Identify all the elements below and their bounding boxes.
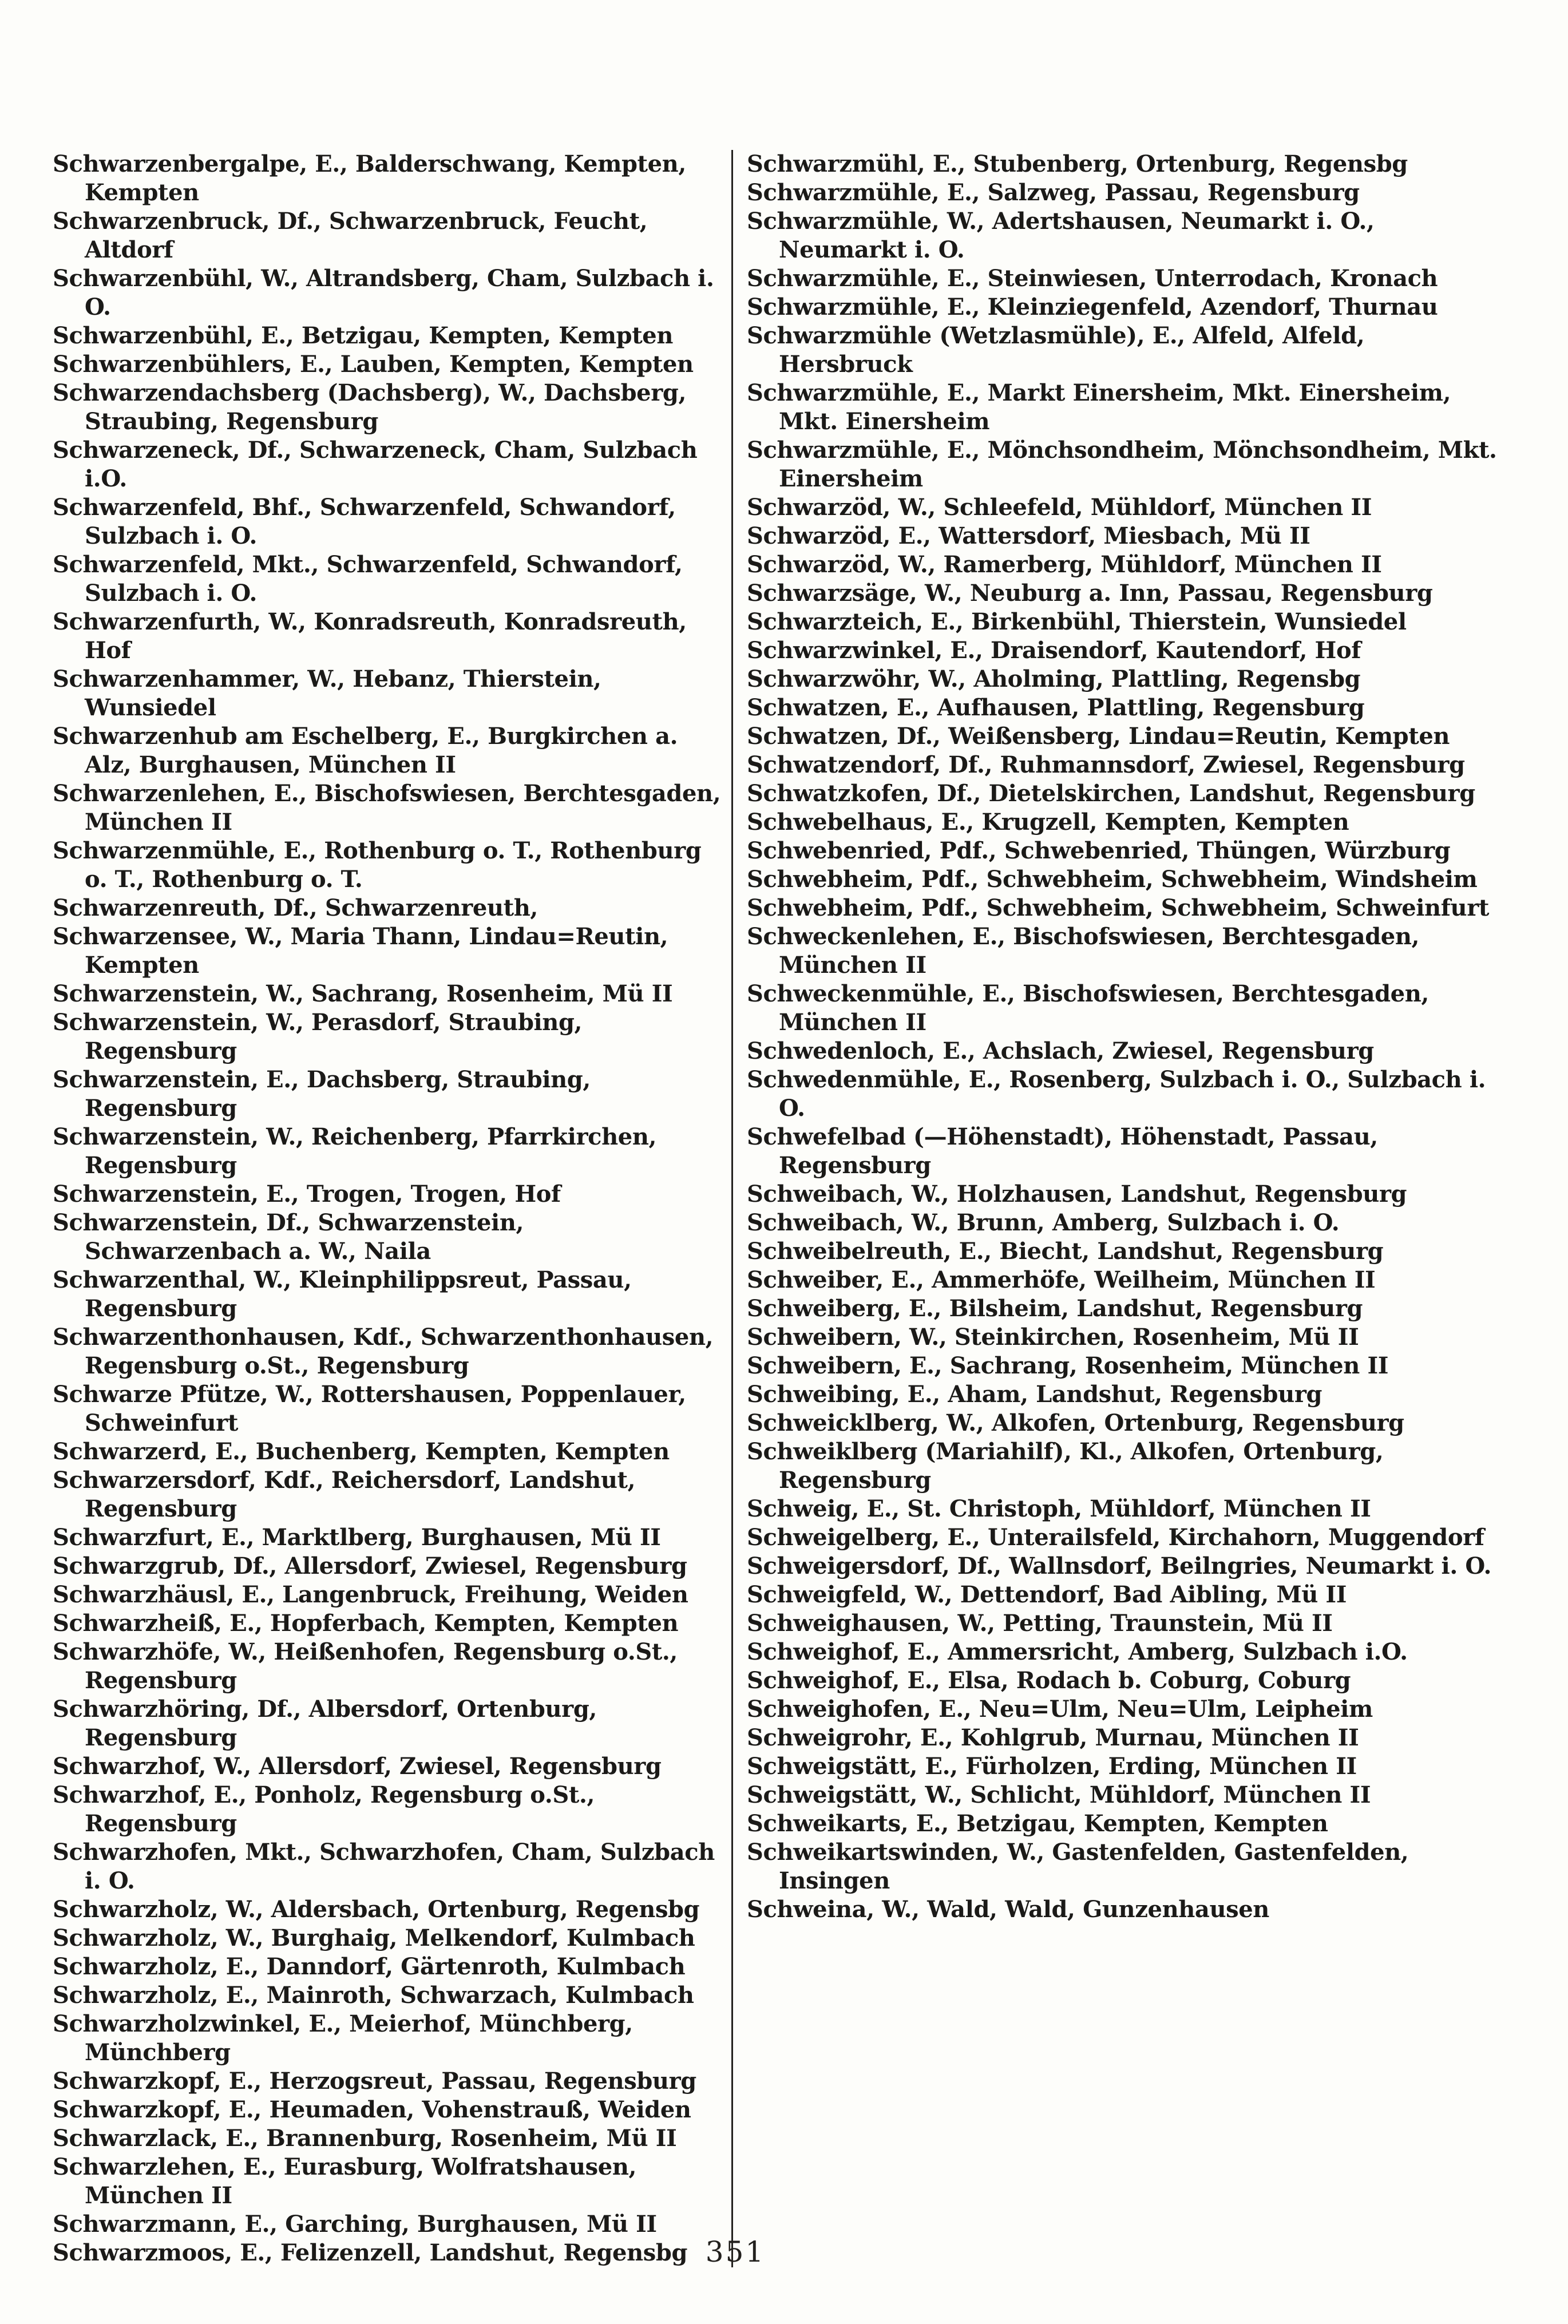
gazetteer-entry: Schweibach, W., Brunn, Amberg, Sulzbach i. O. — [747, 1209, 1340, 1236]
gazetteer-entry: Schwarzlehen, E., Eurasburg, Wolfratshausen, München II — [53, 2153, 637, 2209]
gazetteer-entry: Schwarzenreuth, Df., Schwarzenreuth, — [53, 894, 538, 921]
gazetteer-entry: Schwarzenbühlers, E., Lauben, Kempten, Kempten — [53, 351, 694, 378]
gazetteer-entry: Schweigersdorf, Df., Wallnsdorf, Beilngries, Neumarkt i. O. — [747, 1553, 1492, 1579]
gazetteer-entry: Schweina, W., Wald, Wald, Gunzenhausen — [747, 1896, 1269, 1923]
gazetteer-entry: Schwarzwöhr, W., Aholming, Plattling, Regensbg — [747, 666, 1361, 692]
gazetteer-entry: Schwarzkopf, E., Heumaden, Vohenstrauß, Weiden — [53, 2096, 691, 2123]
gazetteer-entry: Schwarzmühle (Wetzlasmühle), E., Alfeld, Alfeld, Hersbruck — [747, 322, 1365, 378]
gazetteer-entry: Schweighausen, W., Petting, Traunstein, Mü II — [747, 1610, 1333, 1637]
gazetteer-entry: Schwarzersdorf, Kdf., Reichersdorf, Landshut, Regensburg — [53, 1467, 636, 1522]
gazetteer-entry: Schwatzen, Df., Weißensberg, Lindau=Reutin, Kempten — [747, 723, 1450, 750]
gazetteer-entry: Schwarzmühle, W., Adertshausen, Neumarkt i. O., Neumarkt i. O. — [747, 208, 1375, 263]
gazetteer-entry: Schwarzhofen, Mkt., Schwarzhofen, Cham, Sulzbach i. O. — [53, 1839, 715, 1894]
gazetteer-entry: Schwatzen, E., Aufhausen, Plattling, Regensburg — [747, 694, 1365, 721]
gazetteer-entry: Schweibelreuth, E., Biecht, Landshut, Regensburg — [747, 1238, 1384, 1265]
gazetteer-entry: Schwarzholz, E., Danndorf, Gärtenroth, Kulmbach — [53, 1953, 686, 1980]
gazetteer-entry: Schwarzmann, E., Garching, Burghausen, Mü II — [53, 2211, 657, 2238]
gazetteer-entry: Schweibach, W., Holzhausen, Landshut, Regensburg — [747, 1181, 1407, 1207]
gazetteer-entry: Schweikartswinden, W., Gastenfelden, Gastenfelden, Insingen — [747, 1839, 1409, 1894]
right-column — [733, 150, 1505, 2267]
gazetteer-entry: Schwarzenthal, W., Kleinphilippsreut, Passau, Regensburg — [53, 1266, 632, 1322]
gazetteer-entry: Schwarzlack, E., Brannenburg, Rosenheim, Mü II — [53, 2125, 677, 2152]
gazetteer-entry: Schweckenlehen, E., Bischofswiesen, Berchtesgaden, München II — [747, 923, 1420, 979]
gazetteer-entry: Schwarzenfurth, W., Konradsreuth, Konradsreuth, Hof — [53, 608, 687, 664]
gazetteer-entry: Schwarzöd, W., Schleefeld, Mühldorf, München II — [747, 494, 1372, 521]
gazetteer-entry: Schwarzhöring, Df., Albersdorf, Ortenburg, Regensburg — [53, 1696, 597, 1751]
gazetteer-entry: Schwarzgrub, Df., Allersdorf, Zwiesel, Regensburg — [53, 1553, 687, 1579]
gazetteer-entry: Schwarzöd, E., Wattersdorf, Miesbach, Mü II — [747, 522, 1310, 549]
gazetteer-entry: Schwarzkopf, E., Herzogsreut, Passau, Regensburg — [53, 2068, 696, 2095]
gazetteer-entry: Schwarzenbruck, Df., Schwarzenbruck, Feucht, Altdorf — [53, 208, 648, 263]
gazetteer-entry: Schwefelbad (—Höhenstadt), Höhenstadt, Passau, Regensburg — [747, 1123, 1378, 1179]
gazetteer-entry: Schweiklberg (Mariahilf), Kl., Alkofen, Ortenburg, Regensburg — [747, 1438, 1384, 1494]
gazetteer-entry: Schwarzholz, E., Mainroth, Schwarzach, Kulmbach — [53, 1982, 694, 2009]
gazetteer-entry: Schwarzteich, E., Birkenbühl, Thierstein, Wunsiedel — [747, 608, 1407, 635]
gazetteer-entry: Schweiber, E., Ammerhöfe, Weilheim, München II — [747, 1266, 1376, 1293]
gazetteer-entry: Schwarzeneck, Df., Schwarzeneck, Cham, Sulzbach i.O. — [53, 437, 698, 492]
gazetteer-entry: Schweicklberg, W., Alkofen, Ortenburg, Regensburg — [747, 1410, 1404, 1436]
gazetteer-entry: Schwebheim, Pdf., Schwebheim, Schwebheim, Schweinfurt — [747, 894, 1489, 921]
gazetteer-entry: Schwarzenbergalpe, E., Balderschwang, Kempten, Kempten — [53, 151, 686, 206]
gazetteer-entry: Schwarzenmühle, E., Rothenburg o. T., Rothenburg o. T., Rothenburg o. T. — [53, 837, 702, 893]
gazetteer-entry: Schwarzmühle, E., Mönchsondheim, Mönchsondheim, Mkt. Einersheim — [747, 437, 1497, 492]
gazetteer-entry: Schwarzenstein, W., Sachrang, Rosenheim, Mü II — [53, 980, 673, 1007]
gazetteer-entry: Schweigelberg, E., Unterailsfeld, Kirchahorn, Muggendorf — [747, 1524, 1484, 1551]
gazetteer-entry: Schwarzholzwinkel, E., Meierhof, Münchberg, Münchberg — [53, 2010, 633, 2066]
gazetteer-entry: Schwarzenbühl, W., Altrandsberg, Cham, Sulzbach i. O. — [53, 265, 714, 320]
gazetteer-entry: Schwarzholz, W., Aldersbach, Ortenburg, Regensbg — [53, 1896, 700, 1923]
gazetteer-entry: Schweikarts, E., Betzigau, Kempten, Kempten — [747, 1810, 1328, 1837]
gazetteer-entry: Schwarzhöfe, W., Heißenhofen, Regensburg o.St., Regensburg — [53, 1638, 678, 1694]
gazetteer-entry: Schwarzhof, E., Ponholz, Regensburg o.St., Regensburg — [53, 1781, 595, 1837]
gazetteer-entry: Schweigstätt, W., Schlicht, Mühldorf, München II — [747, 1781, 1371, 1808]
gazetteer-entry: Schwarzenhammer, W., Hebanz, Thierstein, Wunsiedel — [53, 666, 601, 721]
gazetteer-entry: Schwedenloch, E., Achslach, Zwiesel, Regensburg — [747, 1038, 1374, 1064]
gazetteer-entry: Schwarzöd, W., Ramerberg, Mühldorf, München II — [747, 551, 1382, 578]
gazetteer-entry: Schwarzsäge, W., Neuburg a. Inn, Passau, Regensburg — [747, 580, 1433, 607]
gazetteer-entry: Schwarzenthonhausen, Kdf., Schwarzenthonhausen, Regensburg o.St., Regensburg — [53, 1324, 714, 1379]
gazetteer-entry: Schweibing, E., Aham, Landshut, Regensburg — [747, 1381, 1322, 1408]
gazetteer-entry: Schwarzenstein, E., Trogen, Trogen, Hof — [53, 1181, 561, 1207]
gazetteer-entry: Schwarzmühle, E., Steinwiesen, Unterrodach, Kronach — [747, 265, 1438, 292]
gazetteer-entry: Schwarzenstein, W., Reichenberg, Pfarrkirchen, Regensburg — [53, 1123, 657, 1179]
gazetteer-entry: Schwarzenstein, Df., Schwarzenstein, Schwarzenbach a. W., Naila — [53, 1209, 524, 1265]
gazetteer-entry: Schwarzendachsberg (Dachsberg), W., Dachsberg, Straubing, Regensburg — [53, 379, 686, 435]
gazetteer-entry: Schwarzmoos, E., Felizenzell, Landshut, Regensbg — [53, 2239, 688, 2266]
gazetteer-entry: Schweigrohr, E., Kohlgrub, Murnau, München II — [747, 1724, 1359, 1751]
page-number: 351 — [705, 2235, 766, 2268]
gazetteer-entry: Schwarzmühl, E., Stubenberg, Ortenburg, Regensbg — [747, 151, 1408, 177]
gazetteer-entry: Schwebheim, Pdf., Schwebheim, Schwebheim, Windsheim — [747, 866, 1478, 893]
gazetteer-entry: Schweighof, E., Ammersricht, Amberg, Sulzbach i.O. — [747, 1638, 1408, 1665]
gazetteer-entry: Schwarzmühle, E., Kleinziegenfeld, Azendorf, Thurnau — [747, 294, 1438, 320]
gazetteer-entry: Schweckenmühle, E., Bischofswiesen, Berchtesgaden, München II — [747, 980, 1429, 1036]
gazetteer-entry: Schwarzmühle, E., Markt Einersheim, Mkt. Einersheim, Mkt. Einersheim — [747, 379, 1451, 435]
gazetteer-entry: Schwatzendorf, Df., Ruhmannsdorf, Zwiesel, Regensburg — [747, 751, 1465, 778]
gazetteer-entry: Schweigstätt, E., Fürholzen, Erding, München II — [747, 1753, 1357, 1780]
gazetteer-entry: Schwarzenlehen, E., Bischofswiesen, Berchtesgaden, München II — [53, 780, 721, 836]
gazetteer-entry: Schweibern, W., Steinkirchen, Rosenheim, Mü II — [747, 1324, 1359, 1351]
gazetteer-entry: Schwarzenstein, W., Perasdorf, Straubing, Regensburg — [53, 1009, 583, 1064]
gazetteer-entry: Schwatzkofen, Df., Dietelskirchen, Landshut, Regensburg — [747, 780, 1475, 807]
gazetteer-entry: Schwarzheiß, E., Hopferbach, Kempten, Kempten — [53, 1610, 679, 1637]
left-column — [53, 150, 731, 2267]
gazetteer-entry: Schwarzfurt, E., Marktlberg, Burghausen, Mü II — [53, 1524, 661, 1551]
gazetteer-entry: Schwarzholz, W., Burghaig, Melkendorf, Kulmbach — [53, 1925, 695, 1951]
gazetteer-entry: Schweighofen, E., Neu=Ulm, Neu=Ulm, Leipheim — [747, 1696, 1373, 1723]
gazetteer-text-block — [53, 150, 1505, 2267]
gazetteer-entry: Schweiberg, E., Bilsheim, Landshut, Regensburg — [747, 1295, 1363, 1322]
gazetteer-entry: Schweibern, E., Sachrang, Rosenheim, München II — [747, 1352, 1389, 1379]
gazetteer-entry: Schwarzenfeld, Mkt., Schwarzenfeld, Schwandorf, Sulzbach i. O. — [53, 551, 683, 607]
gazetteer-entry: Schwarzenbühl, E., Betzigau, Kempten, Kempten — [53, 322, 674, 349]
gazetteer-entry: Schwarzenhub am Eschelberg, E., Burgkirchen a. Alz, Burghausen, München II — [53, 723, 678, 778]
gazetteer-entry: Schwarzenfeld, Bhf., Schwarzenfeld, Schwandorf, Sulzbach i. O. — [53, 494, 676, 549]
gazetteer-entry: Schwarzhäusl, E., Langenbruck, Freihung, Weiden — [53, 1581, 688, 1608]
gazetteer-entry: Schwarzmühle, E., Salzweg, Passau, Regensburg — [747, 179, 1360, 206]
gazetteer-entry: Schwarze Pfütze, W., Rottershausen, Poppenlauer, Schweinfurt — [53, 1381, 686, 1436]
gazetteer-entry: Schwarzenstein, E., Dachsberg, Straubing, Regensburg — [53, 1066, 591, 1122]
gazetteer-entry: Schweig, E., St. Christoph, Mühldorf, München II — [747, 1495, 1371, 1522]
gazetteer-entry: Schwarzhof, W., Allersdorf, Zwiesel, Regensburg — [53, 1753, 662, 1780]
gazetteer-entry: Schweigfeld, W., Dettendorf, Bad Aibling, Mü II — [747, 1581, 1347, 1608]
gazetteer-entry: Schweighof, E., Elsa, Rodach b. Coburg, Coburg — [747, 1667, 1351, 1694]
gazetteer-entry: Schwebelhaus, E., Krugzell, Kempten, Kempten — [747, 809, 1349, 836]
gazetteer-entry: Schwarzensee, W., Maria Thann, Lindau=Reutin, Kempten — [53, 923, 668, 979]
gazetteer-entry: Schwebenried, Pdf., Schwebenried, Thüngen, Würzburg — [747, 837, 1451, 864]
gazetteer-entry: Schwarzerd, E., Buchenberg, Kempten, Kempten — [53, 1438, 670, 1465]
gazetteer-entry: Schwedenmühle, E., Rosenberg, Sulzbach i. O., Sulzbach i. O. — [747, 1066, 1486, 1122]
gazetteer-entry: Schwarzwinkel, E., Draisendorf, Kautendorf, Hof — [747, 637, 1361, 664]
